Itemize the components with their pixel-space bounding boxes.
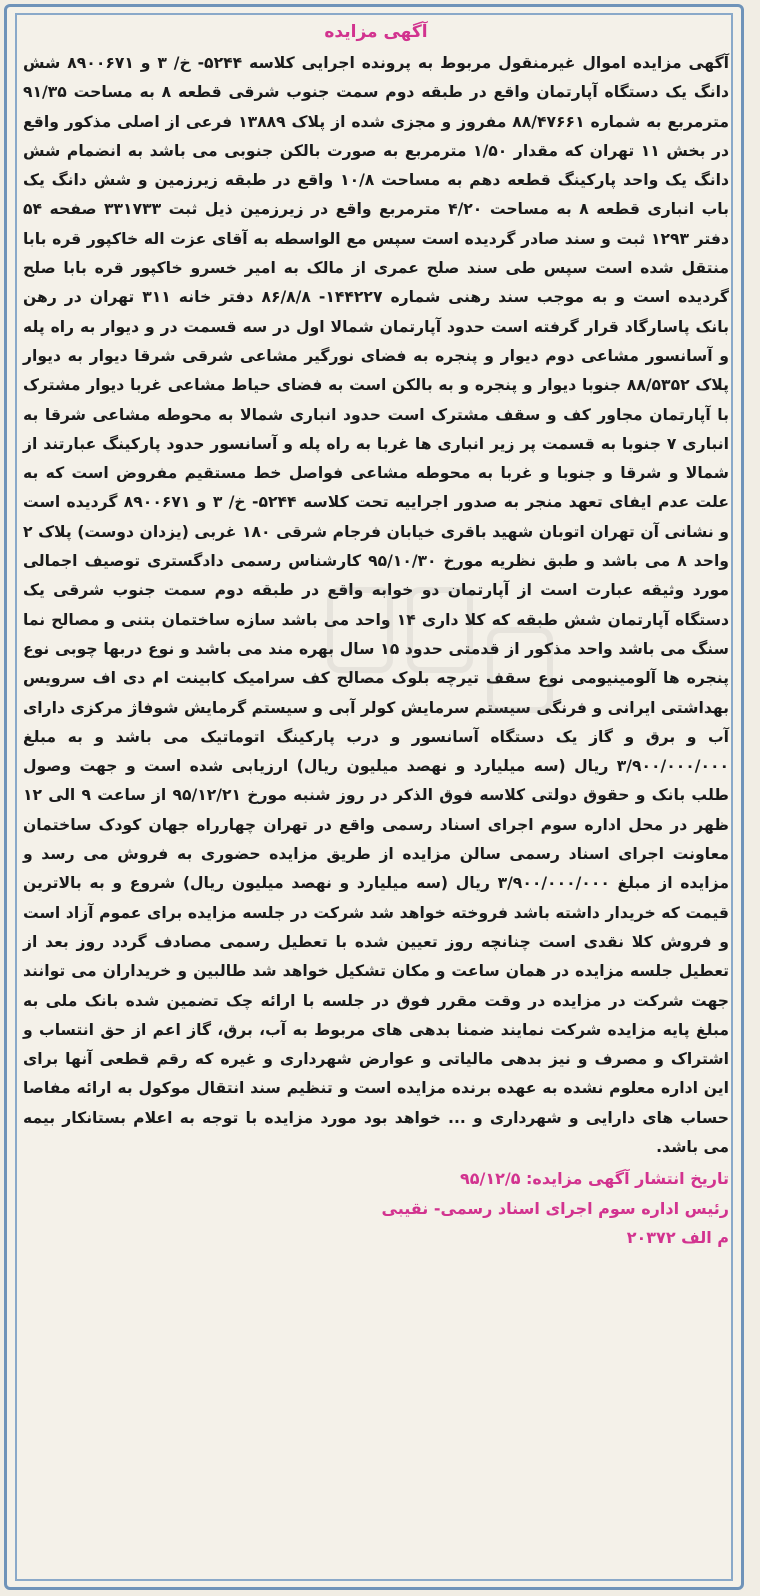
signature: رئیس اداره سوم اجرای اسناد رسمی- نقیبی [381, 1198, 729, 1218]
notice-title: آگهی مزایده [324, 22, 428, 42]
notice-body: آگهی مزایده اموال غیرمنقول مربوط به پرونده اجرایی کلاسه ۵۲۴۴- خ/ ۳ و ۸۹۰۰۶۷۱ شش دانگ یک دستگاه آپارتمان واقع در طبقه دوم سمت جنوب شرقی قطعه ۸ به مساحت ۹۱/۳۵ مترمربع به شماره ۸۸/۴۷۶۶۱ مفروز و مجزی شده از پلاک ۱۳۸۸۹ فرعی از اصلی مذکور واقع در بخش ۱۱ تهران که مقدار ۱/۵۰ مترمربع به صورت بالکن جنوبی می باشد به انضمام شش دانگ یک واحد پارکینگ قطعه دهم به مساحت ۱۰/۸ واقع در طبقه زیرزمین و شش دانگ یک باب انباری قطعه ۸ به مساحت ۴/۲۰ مترمربع واقع در زیرزمین ذیل ثبت ۳۳۱۷۳۳ صفحه ۵۴ دفتر ۱۲۹۳ ثبت و سند صادر گردیده است سپس مع الواسطه به آقای عزت اله خاکپور قره بابا منتقل شده است سپس طی سند صلح عمری از مالک به امیر خسرو خاکپور قره بابا صلح گردیده است و به موجب سند رهنی شماره ۱۴۴۲۲۷- ۸۶/۸/۸ دفتر خانه ۳۱۱ تهران در رهن بانک پاسارگاد قرار گرفته است حدود آپارتمان شمالا اول در سه قسمت در و دیوار به راه پله و آسانسور مشاعی دوم دیوار و پنجره به فضای نورگیر مشاعی شرقی شرقا دیوار به دیوار پلاک ۸۸/۵۳۵۲ جنوبا دیوار و پنجره و به بالکن است به فضای حیاط مشاعی غربا دیوار مشترک با آپارتمان مجاور کف و سقف مشترک است حدود انباری شمالا به محوطه مشاعی شرقا به انباری ۷ جنوبا به قسمت پر زیر انباری ها غربا به راه پله و آسانسور حدود پارکینگ عبارتند از شمالا و شرقا و جنوبا و غربا به محوطه مشاعی فواصل خط مستقیم مفروض است که به علت عدم ایفای تعهد منجر به صدور اجراییه تحت کلاسه ۵۲۴۴- خ/ ۳ و ۸۹۰۰۶۷۱ گردیده است و نشانی آن تهران اتوبان شهید باقری خیابان فرجام شرقی ۱۸۰ غربی (یزدان دوست) پلاک ۲ واحد ۸ می باشد و طبق نظریه مورخ ۹۵/۱۰/۳۰ کارشناس رسمی دادگستری توصیف اجمالی مورد وثیقه عبارت است از آپارتمان دو خوابه واقع در طبقه دوم سمت جنوب شرقی یک دستگاه آپارتمان شش طبقه که کلا داری ۱۴ واحد می باشد سازه ساختمان بتنی و مصالح نما سنگ می باشد واحد مذکور از قدمتی حدود ۱۵ سال بهره مند می باشد و نوع دربها چوبی نوع پنجره ها آلومینیومی نوع سقف تیرچه بلوک مصالح کف سرامیک کابینت ام دی اف سرویس بهداشتی ایرانی و فرنگی سیستم سرمایش کولر آبی و سیستم گرمایش شوفاژ مرکزی دارای آب و برق و گاز یک دستگاه آسانسور و درب پارکینگ اتوماتیک می باشد و به مبلغ ۳/۹۰۰/۰۰۰/۰۰۰ ریال (سه میلیارد و نهصد میلیون ریال) ارزیابی شده است و جهت وصول طلب بانک و حقوق دولتی کلاسه فوق الذکر در روز شنبه مورخ ۹۵/۱۲/۲۱ از ساعت ۹ الی ۱۲ ظهر در محل اداره سوم اجرای اسناد رسمی واقع در تهران چهارراه جهان کودک ساختمان معاونت اجرای اسناد رسمی سالن مزایده از طریق مزایده حضوری به فروش می رسد و مزایده از مبلغ ۳/۹۰۰/۰۰۰/۰۰۰ ریال (سه میلیارد و نهصد میلیون ریال) شروع و به بالاترین قیمت که خریدار داشته باشد فروخته خواهد شد شرکت در جلسه مزایده برای عموم آزاد است و فروش کلا نقدی است چنانچه روز تعیین شده با تعطیل رسمی مصادف گردد روز بعد از تعطیل جلسه مزایده در همان ساعت و مکان تشکیل خواهد شد طالبین و خریداران می توانند جهت شرکت در مزایده در وقت مقرر فوق در جلسه با ارائه چک تضمین شده بانک ملی به مبلغ پایه مزایده شرکت نمایند ضمنا بدهی های مربوط به آب، برق، گاز اعم از حق انتساب و اشتراک و مصرف و نیز بدهی مالیاتی و عوارض شهرداری و غیره که رقم قطعی آنها برای این اداره معلوم نشده به عهده برنده مزایده است و تنظیم سند انتقال موکول به ارائه مفاصا حساب های دارایی و شهرداری و ... خواهد بود مورد مزایده با توجه به اعلام بستانکار بیمه می باشد. [23, 54, 730, 1156]
notice-frame [4, 4, 744, 1590]
notice-footer [23, 1164, 729, 1253]
publish-date: تاریخ انتشار آگهی مزایده: ۹۵/۱۲/۵ [459, 1169, 729, 1189]
notice-inner-border [15, 13, 733, 1581]
reference-number: م الف ۲۰۳۷۲ [626, 1228, 729, 1248]
notice-content [23, 17, 729, 1253]
